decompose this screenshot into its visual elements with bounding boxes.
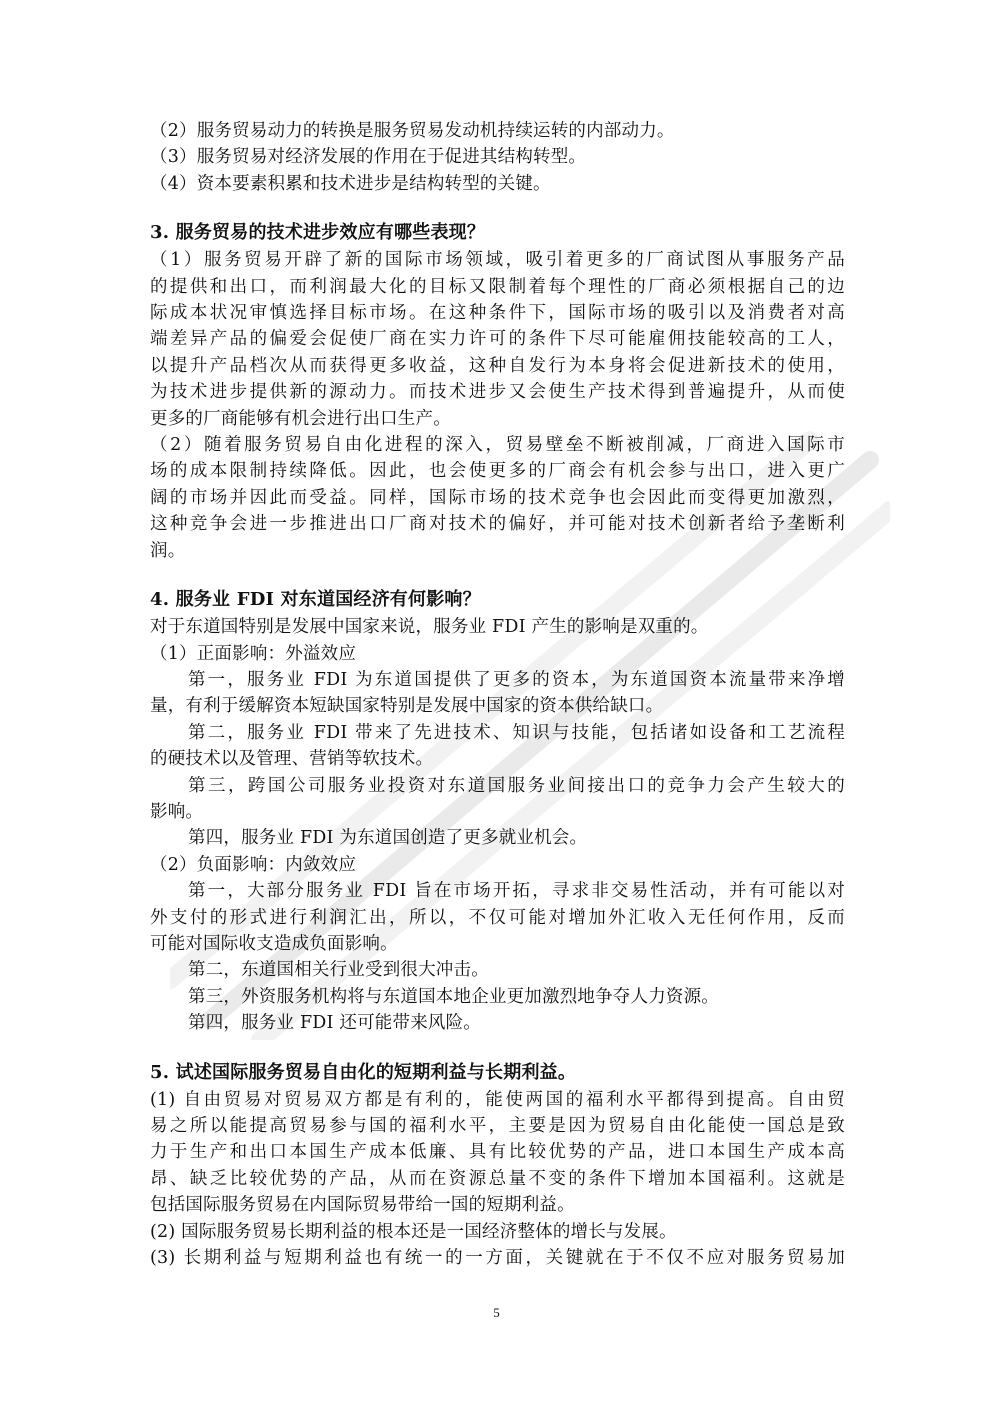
text-line: 第二，东道国相关行业受到很大冲击。 — [188, 960, 489, 981]
page-number: 5 — [493, 1305, 500, 1320]
text-line: 的提供和出口，而利润最大化的目标又限制着每个理性的厂商必须根据自己的边 — [150, 276, 845, 297]
text-line: 第三，跨国公司服务业投资对东道国服务业间接出口的竞争力会产生较大的 — [188, 775, 845, 796]
q5-paragraph-2: (2) 国际服务贸易长期利益的根本还是一国经济整体的增长与发展。 — [150, 1221, 677, 1242]
text-line: 影响。 — [150, 801, 204, 822]
text-line: 阔的市场并因此而受益。同样，国际市场的技术竞争也会因此而变得更加激烈， — [150, 487, 845, 508]
q3-paragraph-2 — [150, 432, 845, 564]
text-line: 为技术进步提供新的源动力。而技术进步又会使生产技术得到普遍提升，从而使 — [150, 382, 845, 403]
question-4-heading: 4. 服务业 FDI 对东道国经济有何影响？ — [150, 589, 481, 611]
text-line: 的硬技术以及管理、营销等软技术。 — [150, 749, 434, 770]
text-line: 包括国际服务贸易在内国际贸易带给一国的短期利益。 — [150, 1195, 575, 1216]
text-line: 第四，服务业 FDI 还可能带来风险。 — [188, 1013, 482, 1034]
text-line: 第一，服务业 FDI 为东道国提供了更多的资本，为东道国资本流量带来净增 — [188, 669, 845, 690]
list-item: （4）资本要素积累和技术进步是结构转型的关键。 — [150, 173, 551, 194]
q4-positive-title: （1）正面影响：外溢效应 — [150, 643, 357, 664]
text-line: （2）随着服务贸易自由化进程的深入，贸易壁垒不断被削减，厂商进入国际市 — [150, 435, 845, 456]
page-content — [150, 118, 845, 1271]
question-3-heading: 3. 服务贸易的技术进步效应有哪些表现？ — [150, 222, 486, 244]
list-item: （2）服务贸易动力的转换是服务贸易发动机持续运转的内部动力。 — [150, 121, 675, 141]
q5-paragraph-1 — [150, 1087, 845, 1219]
text-line: （1）服务贸易开辟了新的国际市场领域，吸引着更多的厂商试图从事服务产品 — [150, 250, 845, 271]
q5-paragraph-3: (3) 长期利益与短期利益也有统一的一方面，关键就在于不仅不应对服务贸易加 — [150, 1248, 845, 1269]
text-line: 第四，服务业 FDI 为东道国创造了更多就业机会。 — [188, 828, 588, 849]
text-line: 易之所以能提高贸易参与国的福利水平，主要是因为贸易自由化能使一国总是致 — [150, 1116, 845, 1136]
text-line: 以提升产品档次从而获得更多收益，这种自发行为本身将会促进新技术的使用， — [150, 355, 845, 376]
text-line: 力于生产和出口本国生产成本低廉、具有比较优势的产品，进口本国生产成本高 — [150, 1142, 845, 1163]
text-line: 量，有利于缓解资本短缺国家特别是发展中国家的资本供给缺口。 — [150, 696, 664, 717]
text-line: 这种竞争会进一步推进出口厂商对技术的偏好，并可能对技术创新者给予垄断利 — [150, 514, 845, 535]
text-line: 润。 — [150, 540, 186, 561]
text-line: 更多的厂商能够有机会进行出口生产。 — [150, 408, 451, 429]
q4-intro: 对于东道国特别是发展中国家来说，服务业 FDI 产生的影响是双重的。 — [150, 617, 709, 638]
text-line: 际成本状况审慎选择目标市场。在这种条件下，国际市场的吸引以及消费者对高 — [150, 303, 845, 324]
text-line: 可能对国际收支造成负面影响。 — [150, 933, 398, 954]
text-line: 场的成本限制持续降低。因此，也会使更多的厂商会有机会参与出口，进入更广 — [150, 461, 845, 482]
text-line: 昂、缺乏比较优势的产品，从而在资源总量不变的条件下增加本国福利。这就是 — [150, 1168, 845, 1189]
text-line: 端差异产品的偏爱会促使厂商在实力许可的条件下尽可能雇佣技能较高的工人， — [150, 329, 845, 350]
text-line: (1) 自由贸易对贸易双方都是有利的，能使两国的福利水平都得到提高。自由贸 — [150, 1089, 845, 1110]
text-line: 第三，外资服务机构将与东道国本地企业更加激烈地争夺人力资源。 — [188, 986, 719, 1007]
q3-paragraph-1 — [150, 247, 845, 432]
list-item: （3）服务贸易对经济发展的作用在于促进其结构转型。 — [150, 147, 587, 168]
text-line: 第二，服务业 FDI 带来了先进技术、知识与技能，包括诸如设备和工艺流程 — [188, 722, 845, 743]
text-line: 外支付的形式进行利润汇出，所以，不仅可能对增加外汇收入无任何作用，反而 — [150, 907, 845, 928]
question-5-heading: 5. 试述国际服务贸易自由化的短期利益与长期利益。 — [150, 1061, 577, 1083]
q4-negative-title: （2）负面影响：内敛效应 — [150, 854, 357, 875]
text-line: 第一，大部分服务业 FDI 旨在市场开拓，寻求非交易性活动，并有可能以对 — [188, 881, 845, 902]
